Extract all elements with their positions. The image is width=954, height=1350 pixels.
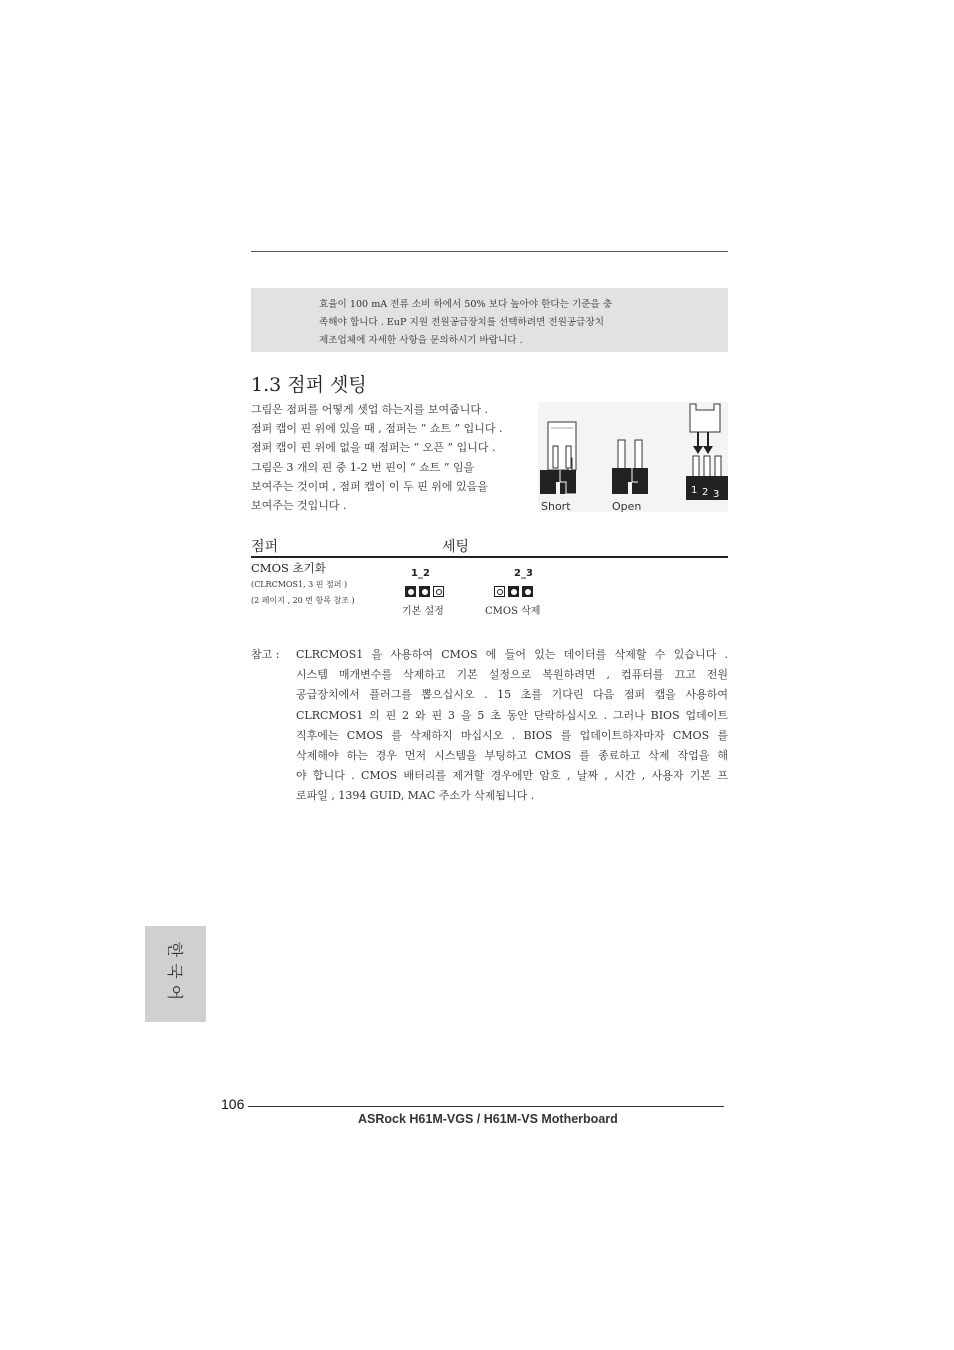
note-line: 제조업체에 자세한 사항을 문의하시기 바랍니다 . <box>319 335 523 346</box>
clear-cmos-caption: CMOS 삭제 <box>485 606 541 617</box>
column-header-jumper: 점퍼 <box>251 539 279 555</box>
pin-3 <box>522 586 533 597</box>
intro-line: 그림은 3 개의 핀 중 1-2 번 핀이 “ 쇼트 ” 임을 <box>251 460 475 474</box>
column-header-setting: 세팅 <box>442 539 470 555</box>
note-line: 효율이 100 mA 전류 소비 하에서 50% 보다 높아야 한다는 기준을 충 <box>319 299 613 310</box>
caution-label: 참고 : <box>251 648 280 661</box>
pin-1 <box>405 586 416 597</box>
pin-2 <box>508 586 519 597</box>
note-text <box>319 296 612 350</box>
short-label: Short <box>541 500 571 512</box>
intro-paragraph <box>251 400 502 515</box>
note-line: 족해야 합니다 . EuP 지원 전원공급장치를 선택하려면 전원공급장치 <box>319 317 604 328</box>
pin-number-1: 1 <box>691 485 698 496</box>
pin-number-2: 2 <box>702 487 709 498</box>
header-rule <box>251 251 728 252</box>
footer-rule <box>248 1106 724 1107</box>
intro-line: 그림은 점퍼를 어떻게 셋업 하는지를 보여줍니다 . <box>251 403 488 416</box>
caution-line: 야 합니다 . CMOS 배터리를 제거할 경우에만 암호 , 날짜 , 시간 , 사용자 기본 프 <box>296 769 728 783</box>
jumper-illustration <box>538 402 728 512</box>
page-number: 106 <box>221 1096 245 1112</box>
pin-2 <box>419 586 430 597</box>
caution-line: 시스템 매개변수를 삭제하고 기본 설정으로 복원하려면 , 컴퓨터를 끄고 전원 <box>296 668 728 682</box>
note-box <box>251 288 728 352</box>
caution-line: 삭제해야 하는 경우 먼저 시스템을 부팅하고 CMOS 를 종료하고 삭제 작업을 해 <box>296 749 728 763</box>
pins-1-2-label: 1_2 <box>411 568 430 579</box>
caution-line: 로파일 , 1394 GUID, MAC 주소가 삭제됩니다 . <box>296 789 535 803</box>
caution-text <box>296 645 728 807</box>
clear-cmos-jumper-id: (CLRCMOS1, 3 핀 점퍼 ) <box>251 580 348 589</box>
pins-2-3-label: 2_3 <box>514 568 533 579</box>
open-jumper-graphic <box>612 440 648 494</box>
language-tab <box>145 926 206 1022</box>
clear-cmos-label: CMOS 초기화 <box>251 561 326 575</box>
clear-cmos-pin-header <box>494 586 533 597</box>
section-title: 1.3 점퍼 셋팅 <box>251 374 367 396</box>
caution-line: 공급장치에서 플러그를 뽑으십시오 . 15 초를 기다린 다음 점퍼 캡을 사용하여 <box>296 688 728 702</box>
pin-number-3: 3 <box>713 489 720 500</box>
intro-line: 점퍼 캡이 핀 위에 없을 때 점퍼는 “ 오픈 ” 입니다 . <box>251 441 496 455</box>
pin-1 <box>494 586 505 597</box>
caution-line: 직후에는 CMOS 를 삭제하지 마십시오 . BIOS 를 업데이트하자마자 CMOS 를 <box>296 728 728 742</box>
jumper-diagram <box>538 402 728 512</box>
pin-3 <box>433 586 444 597</box>
clear-cmos-reference: (2 페이지 , 20 번 항목 참조 ) <box>251 596 355 605</box>
jumper-table-header <box>251 536 728 556</box>
open-label: Open <box>612 500 642 512</box>
language-tab-label: 한국어 <box>165 941 184 1007</box>
intro-line: 보여주는 것입니다 . <box>251 499 347 513</box>
caution-line: CLRCMOS1 을 사용하여 CMOS 에 들어 있는 데이터를 삭제할 수 있습니다 . <box>296 648 728 661</box>
table-rule <box>251 556 728 558</box>
default-pin-header <box>405 586 444 597</box>
intro-line: 보여주는 것이며 , 점퍼 캡이 이 두 핀 위에 있음을 <box>251 479 488 493</box>
intro-line: 점퍼 캡이 핀 위에 있을 때 , 점퍼는 “ 쇼트 ” 입니다 . <box>251 422 503 436</box>
caution-line: CLRCMOS1 의 핀 2 와 핀 3 을 5 초 동안 단락하십시오 . 그러나 BIOS 업데이트 <box>296 708 728 722</box>
short-jumper-graphic <box>540 422 576 494</box>
footer-title: ASRock H61M-VGS / H61M-VS Motherboard <box>358 1112 618 1126</box>
default-setting-caption: 기본 설정 <box>402 606 444 617</box>
